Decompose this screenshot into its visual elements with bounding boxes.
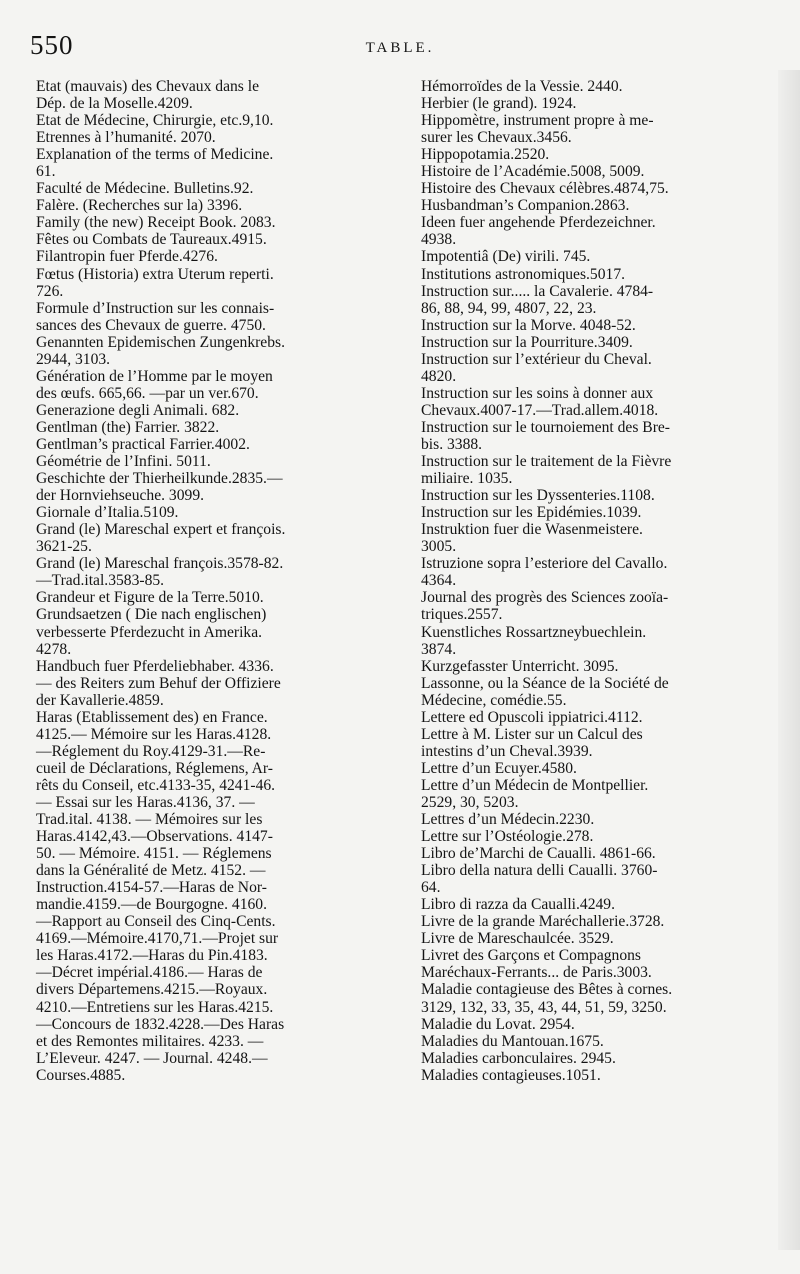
index-entry [421,214,773,248]
index-entry [36,504,396,521]
index-entry [421,845,773,862]
index-entry-line: 3621-25. [36,538,92,556]
index-entry-line: Giornale d’Italia.5109. [36,504,179,522]
index-entry-line: Falère. (Recherches sur la) 3396. [36,197,243,215]
index-column-left [36,78,396,1084]
index-entry-line: 3005. [421,538,457,556]
index-entry [421,351,773,385]
index-entry-line: 4278. [36,640,72,658]
index-entry-line: Etrennes à l’humanité. 2070. [36,129,216,147]
index-entry [421,180,773,197]
index-entry [421,981,773,1015]
index-entry-line: Generazione degli Animali. 682. [36,401,240,419]
index-entry-line: 726. [36,282,64,300]
index-entry-line: 4125.— Mémoire sur les Haras.4128. [36,725,272,743]
index-entry [421,947,773,981]
index-entry [421,589,773,623]
index-entry-line: surer les Chevaux.3456. [421,129,572,147]
index-entry-line: Handbuch fuer Pferdeliebhaber. 4336. [36,657,274,675]
index-entry-line: Lassonne, ou la Séance de la Société de [421,674,669,692]
index-column-right [421,78,773,1084]
index-entry-line: Istruzione sopra l’esteriore del Cavallo. [421,555,668,573]
index-entry [421,521,773,555]
index-entry-line: Histoire de l’Académie.5008, 5009. [421,163,645,181]
index-entry-line: Ideen fuer angehende Pferdezeichner. [421,214,656,232]
index-entry [36,146,396,180]
index-entry-line: Gentlman’s practical Farrier.4002. [36,435,250,453]
page-number: 550 [30,30,74,60]
index-entry-line: Instruction sur l’extérieur du Cheval. [421,350,652,368]
index-entry-line: dans la Généralité de Metz. 4152. — [36,862,266,880]
index-entry [36,368,396,402]
index-entry [421,419,773,453]
index-entry [421,555,773,589]
index-entry-line: Grand (le) Mareschal expert et françois. [36,521,286,539]
index-entry [421,1050,773,1067]
index-entry-line: Maladie du Lovat. 2954. [421,1015,575,1033]
index-entry-line: 4820. [421,367,457,385]
index-entry [36,78,396,112]
index-entry-line: Instruction sur la Pourriture.3409. [421,333,633,351]
index-entry [36,453,396,470]
index-entry-line: Lettre à M. Lister sur un Calcul des [421,725,643,743]
index-entry-line: 64. [421,879,441,897]
index-entry [421,862,773,896]
index-entry-line: Explanation of the terms of Medicine. [36,146,274,164]
index-entry [421,197,773,214]
index-entry-line: Impotentiâ (De) virili. 745. [421,248,591,266]
index-entry-line: Instruktion fuer die Wasenmeistere. [421,521,643,539]
index-entry [421,385,773,419]
index-entry [421,1016,773,1033]
index-entry [421,317,773,334]
index-entry-line: 4210.—Entretiens sur les Haras.4215. [36,998,274,1016]
index-entry-line: mandie.4159.—de Bourgogne. 4160. [36,896,267,914]
index-entry-line: et des Remontes militaires. 4233. — [36,1032,264,1050]
index-entry-line: 2529, 30, 5203. [421,793,519,811]
index-entry-line: Lettres d’un Médecin.2230. [421,811,595,829]
index-entry-line: triques.2557. [421,606,503,624]
index-entry-line: divers Départemens.4215.—Royaux. [36,981,268,999]
index-entry-line: der Kavallerie.4859. [36,691,164,709]
index-entry [36,334,396,368]
index-entry-line: Gentlman (the) Farrier. 3822. [36,418,220,436]
index-entry-line: Etat de Médecine, Chirurgie, etc.9,10. [36,112,274,130]
index-entry [421,1067,773,1084]
index-entry-line: Lettre sur l’Ostéologie.278. [421,828,594,846]
index-entry-line: sances des Chevaux de guerre. 4750. [36,316,266,334]
index-entry [421,896,773,913]
index-entry-line: Hippopotamia.2520. [421,146,550,164]
index-entry-line: Libro della natura delli Caualli. 3760- [421,862,658,880]
index-entry-line: Maladies contagieuses.1051. [421,1066,601,1084]
index-entry [36,589,396,606]
index-entry-line: Génération de l’Homme par le moyen [36,367,273,385]
index-entry-line: Instruction sur la Morve. 4048-52. [421,316,636,334]
index-entry-line: Chevaux.4007-17.—Trad.allem.4018. [421,401,659,419]
index-entry-line: Libro de’Marchi de Caualli. 4861-66. [421,845,656,863]
index-entry-line: —Décret impérial.4186.— Haras de [36,964,263,982]
index-entry [36,436,396,453]
index-entry [36,658,396,709]
index-entry-line: Maréchaux-Ferrants... de Paris.3003. [421,964,652,982]
index-entry [421,930,773,947]
index-entry [421,726,773,760]
index-entry-line: —Trad.ital.3583-85. [36,572,165,590]
running-title: TABLE. [365,40,435,56]
index-entry [36,521,396,555]
index-entry [421,811,773,828]
index-entry [36,419,396,436]
index-entry [421,487,773,504]
index-entry-line: Livret des Garçons et Compagnons [421,947,641,965]
index-entry-line: Instruction sur le traitement de la Fièvre [421,453,672,471]
index-entry-line: Grand (le) Mareschal françois.3578-82. [36,555,284,573]
index-entry-line: rêts du Conseil, etc.4133-35, 4241-46. [36,776,276,794]
facing-page-bleed [778,70,800,1250]
index-entry-line: Journal des progrès des Sciences zooïa- [421,589,669,607]
index-entry [421,658,773,675]
index-entry-line: —Concours de 1832.4228.—Des Haras [36,1015,285,1033]
index-entry-line: L’Eleveur. 4247. — Journal. 4248.— [36,1049,268,1067]
index-entry-line: Faculté de Médecine. Bulletins.92. [36,180,254,198]
index-entry [421,95,773,112]
index-entry-line: cueil de Déclarations, Réglemens, Ar- [36,759,273,777]
index-entry-line: Family (the new) Receipt Book. 2083. [36,214,276,232]
index-entry [36,402,396,419]
index-entry [36,231,396,248]
index-entry-line: Lettre d’un Médecin de Montpellier. [421,776,649,794]
index-entry-line: Livre de la grande Maréchallerie.3728. [421,913,665,931]
index-entry-line: 50. — Mémoire. 4151. — Réglemens [36,845,272,863]
index-entry-line: 61. [36,163,56,181]
index-entry-line: Etat (mauvais) des Chevaux dans le [36,78,260,95]
index-entry-line: Trad.ital. 4138. — Mémoires sur les [36,811,263,829]
index-entry [36,129,396,146]
index-entry-line: Filantropin fuer Pferde.4276. [36,248,218,266]
index-entry-line: 3129, 132, 33, 35, 43, 44, 51, 59, 3250. [421,998,667,1016]
index-entry-line: Herbier (le grand). 1924. [421,95,577,113]
index-entry [421,334,773,351]
index-entry [36,300,396,334]
index-entry-line: — des Reiters zum Behuf der Offiziere [36,674,281,692]
index-entry [36,197,396,214]
index-entry-line: Grandeur et Figure de la Terre.5010. [36,589,264,607]
index-entry-line: intestins d’un Cheval.3939. [421,742,593,760]
index-entry-line: les Haras.4172.—Haras du Pin.4183. [36,947,268,965]
index-entry-line: bis. 3388. [421,435,483,453]
index-entry-line: Histoire des Chevaux célèbres.4874,75. [421,180,669,198]
index-entry-line: Haras (Etablissement des) en France. [36,708,268,726]
index-entry [421,78,773,95]
index-entry-line: 4364. [421,572,457,590]
index-entry [421,1033,773,1050]
index-entry [36,709,396,1084]
index-entry [36,266,396,300]
index-entry [36,180,396,197]
index-entry [421,504,773,521]
index-entry-line: Instruction sur les Epidémies.1039. [421,504,642,522]
index-entry-line: Géométrie de l’Infini. 5011. [36,453,211,471]
index-entry-line: Kuenstliches Rossartzneybuechlein. [421,623,647,641]
index-entry [36,606,396,657]
index-entry-line: Hémorroïdes de la Vessie. 2440. [421,78,623,95]
index-entry [421,266,773,283]
index-entry-line: —Réglement du Roy.4129-31.—Re- [36,742,266,760]
index-entry-line: 2944, 3103. [36,350,111,368]
index-entry [421,675,773,709]
index-entry-line: Maladie contagieuse des Bêtes à cornes. [421,981,673,999]
index-entry-line: Institutions astronomiques.5017. [421,265,626,283]
index-entry [421,248,773,265]
index-entry-line: Geschichte der Thierheilkunde.2835.— [36,470,283,488]
index-entry-line: Livre de Mareschaulcée. 3529. [421,930,614,948]
index-entry-line: Instruction.4154-57.—Haras de Nor- [36,879,267,897]
index-entry-line: Fœtus (Historia) extra Uterum reperti. [36,265,274,283]
index-entry-line: Instruction sur les soins à donner aux [421,384,654,402]
index-entry-line: des œufs. 665,66. —par un ver.670. [36,384,259,402]
index-entry-line: Instruction sur..... la Cavalerie. 4784- [421,282,654,300]
index-entry [36,555,396,589]
index-entry-line: 86, 88, 94, 99, 4807, 22, 23. [421,299,597,317]
index-entry-line: 4169.—Mémoire.4170,71.—Projet sur [36,930,279,948]
index-entry-line: Médecine, comédie.55. [421,691,567,709]
index-entry [421,146,773,163]
index-entry-line: Haras.4142,43.—Observations. 4147- [36,828,273,846]
index-entry [36,112,396,129]
index-entry [36,470,396,504]
index-entry-line: Husbandman’s Companion.2863. [421,197,630,215]
index-entry-line: miliaire. 1035. [421,470,513,488]
index-entry-line: Hippomètre, instrument propre à me- [421,112,654,130]
index-entry-line: der Hornviehseuche. 3099. [36,487,205,505]
index-entry-line: Instruction sur le tournoiement des Bre- [421,418,671,436]
index-entry-line: Lettere ed Opuscoli ippiatrici.4112. [421,708,643,726]
index-entry [421,709,773,726]
index-entry-line: Libro di razza da Caualli.4249. [421,896,615,914]
index-entry-line: Dép. de la Moselle.4209. [36,95,193,113]
index-entry [36,214,396,231]
index-entry-line: Fêtes ou Combats de Taureaux.4915. [36,231,267,249]
index-entry-line: —Rapport au Conseil des Cinq-Cents. [36,913,276,931]
index-entry [421,913,773,930]
index-entry-line: 4938. [421,231,457,249]
index-entry-line: Grundsaetzen ( Die nach englischen) [36,606,267,624]
index-entry-line: Formule d’Instruction sur les connais- [36,299,275,317]
index-entry-line: Maladies carbonculaires. 2945. [421,1049,616,1067]
index-entry [421,163,773,180]
index-entry-line: Genannten Epidemischen Zungenkrebs. [36,333,285,351]
index-entry-line: Maladies du Mantouan.1675. [421,1032,604,1050]
index-entry [421,624,773,658]
index-entry [421,777,773,811]
index-entry [421,453,773,487]
index-entry [421,283,773,317]
index-entry [421,828,773,845]
index-entry-line: verbesserte Pferdezucht in Amerika. [36,623,263,641]
index-entry-line: 3874. [421,640,457,658]
index-entry-line: — Essai sur les Haras.4136, 37. — [36,793,255,811]
index-entry [36,248,396,265]
index-entry [421,760,773,777]
index-entry-line: Courses.4885. [36,1066,126,1084]
index-entry [421,112,773,146]
index-entry-line: Lettre d’un Ecuyer.4580. [421,759,577,777]
index-entry-line: Instruction sur les Dyssenteries.1108. [421,487,655,505]
index-entry-line: Kurzgefasster Unterricht. 3095. [421,657,619,675]
